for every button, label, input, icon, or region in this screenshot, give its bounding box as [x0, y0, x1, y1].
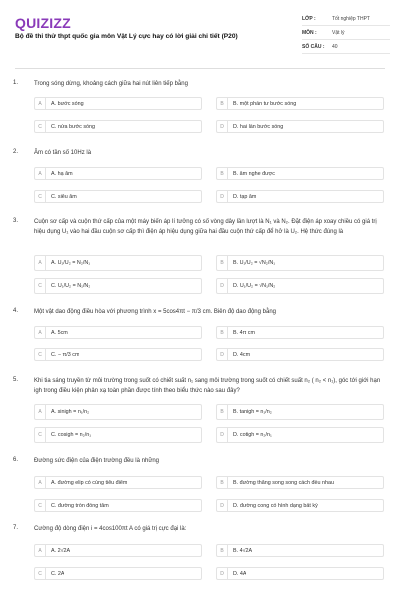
option-text: C. đường tròn đồng tâm [51, 502, 109, 509]
option-d[interactable] [216, 499, 384, 512]
option-text: B. âm nghe được [233, 170, 275, 177]
option-text: A. hạ âm [51, 170, 73, 177]
option-text: B. tanigh = n₁/n₂ [233, 409, 272, 415]
option-text: B. một phần tư bước sóng [233, 100, 297, 107]
option-letter: A [35, 168, 46, 179]
option-text: B. 4π cm [233, 329, 255, 336]
question-text: Khi tia sáng truyền từ môi trường trong suốt có chiết suất n₁ sang môi trường trong suốt có chiết suất n₂ ( n₂ < n₁), góc tới giới hạn igh trong điều kiện phản xạ toàn phần được tính theo biểu thức nào sau đây? [34, 378, 381, 394]
question-text: Âm có tần số 10Hz là [34, 150, 92, 156]
option-letter: C [35, 349, 46, 360]
option-letter: C [35, 279, 46, 293]
option-letter: D [217, 349, 228, 360]
option-text: D. cotigh = n₂/n₁ [233, 432, 272, 438]
option-c[interactable] [34, 190, 202, 203]
option-b[interactable] [216, 167, 384, 180]
meta-value: 40 [332, 43, 338, 50]
option-letter: B [217, 477, 228, 488]
option-d[interactable] [216, 567, 384, 580]
option-text: A. bước sóng [51, 100, 84, 107]
option-letter: C [35, 121, 46, 132]
question-number: 1. [13, 80, 19, 86]
question-number: 2. [13, 149, 19, 155]
meta-key: LỚP : [302, 15, 316, 22]
option-c[interactable] [34, 427, 202, 443]
option-a[interactable] [34, 544, 202, 557]
option-a[interactable] [34, 167, 202, 180]
option-b[interactable] [216, 544, 384, 557]
option-letter: A [35, 545, 46, 556]
question-number: 6. [13, 457, 19, 463]
option-text: B. 4√2A [233, 547, 253, 554]
option-text: C. nửa bước sóng [51, 123, 96, 130]
quizizz-logo: QUIZIZZ [15, 15, 71, 31]
option-text: D. 4cm [233, 351, 251, 358]
option-text: A. 5cm [51, 329, 68, 336]
option-d[interactable] [216, 190, 384, 203]
option-letter: B [217, 256, 228, 270]
option-a[interactable] [34, 326, 202, 339]
option-letter: C [35, 191, 46, 202]
option-text: A. đường elip có cùng tiêu điểm [51, 479, 128, 486]
option-b[interactable] [216, 404, 384, 420]
meta-value: Tốt nghiệp THPT [332, 15, 370, 22]
option-a[interactable] [34, 97, 202, 110]
option-c[interactable] [34, 567, 202, 580]
option-text: B. đường thẳng song song cách đều nhau [233, 479, 334, 486]
option-d[interactable] [216, 348, 384, 361]
option-letter: C [35, 428, 46, 442]
meta-table [302, 12, 390, 54]
option-text: A. sinigh = n₁/n₂ [51, 409, 90, 415]
option-letter: B [217, 168, 228, 179]
option-letter: C [35, 568, 46, 579]
option-a[interactable] [34, 404, 202, 420]
option-d[interactable] [216, 120, 384, 133]
option-letter: A [35, 98, 46, 109]
question-text: Cường độ dòng điện i = 4cos100πt A có giá trị cực đại là: [34, 526, 187, 532]
option-letter: D [217, 121, 228, 132]
option-letter: A [35, 405, 46, 419]
option-text: D. U₁/U₂ = √N₁/N₂ [233, 283, 276, 289]
question-text: Cuộn sơ cấp và cuộn thứ cấp của một máy biến áp lí tưởng có số vòng dây lần lượt là N₁ và N₂. Đặt điện áp xoay chiều có giá trị hiệu dụng U₁ vào hai đầu cuộn sơ cấp thì điện áp hiệu dụng giữa hai đầu cuộn thứ cấp để hở là U₂. Hệ thức đúng là [34, 219, 377, 235]
option-text: C. siêu âm [51, 193, 77, 200]
option-c[interactable] [34, 120, 202, 133]
option-text: C. 2A [51, 570, 65, 577]
option-text: D. hai lần bước sóng [233, 123, 284, 130]
option-text: D. 4A [233, 570, 247, 577]
option-a[interactable] [34, 476, 202, 489]
question-number: 3. [13, 218, 19, 224]
meta-row-count [302, 40, 390, 54]
option-text: C. − π/3 cm [51, 351, 80, 358]
option-letter: D [217, 500, 228, 511]
option-letter: B [217, 545, 228, 556]
question-number: 5. [13, 377, 19, 383]
option-c[interactable] [34, 278, 202, 294]
question-text: Một vật dao động điều hòa với phương trình x = 5cos4πt − π/3 cm. Biên độ dao động bằng [34, 309, 276, 315]
option-b[interactable] [216, 326, 384, 339]
option-letter: A [35, 327, 46, 338]
meta-value: Vật lý [332, 29, 345, 36]
option-b[interactable] [216, 476, 384, 489]
option-d[interactable] [216, 427, 384, 443]
option-text: C. cosigh = n₂/n₁ [51, 432, 92, 438]
option-c[interactable] [34, 499, 202, 512]
option-text: B. U₁/U₂ = √N₂/N₁ [233, 260, 276, 266]
option-letter: A [35, 477, 46, 488]
option-b[interactable] [216, 97, 384, 110]
option-letter: B [217, 98, 228, 109]
meta-key: SỐ CÂU : [302, 43, 325, 50]
option-letter: C [35, 500, 46, 511]
question-number: 4. [13, 308, 19, 314]
option-text: A. 2√2A [51, 547, 71, 554]
option-letter: D [217, 279, 228, 293]
page-title: Bộ đề thi thử thpt quốc gia môn Vật Lý cực hay có lời giải chi tiết (P20) [15, 33, 238, 40]
option-letter: A [35, 256, 46, 270]
option-letter: B [217, 327, 228, 338]
meta-row-subject [302, 26, 390, 40]
option-text: A. U₁/U₂ = N₂/N₁ [51, 260, 91, 266]
question-text: Trong sóng dừng, khoảng cách giữa hai nút liên tiếp bằng [34, 81, 188, 87]
header-divider [15, 68, 385, 69]
option-letter: D [217, 428, 228, 442]
option-text: C. U₁/U₂ = N₁/N₂ [51, 283, 91, 289]
option-b[interactable] [216, 255, 384, 271]
meta-row-class [302, 12, 390, 26]
question-text: Đường sức điện của điện trường đều là những [34, 458, 160, 464]
option-a[interactable] [34, 255, 202, 271]
meta-key: MÔN : [302, 29, 317, 36]
option-letter: B [217, 405, 228, 419]
option-text: D. tạp âm [233, 193, 257, 200]
option-text: D. đường cong có hình dạng bất kỳ [233, 502, 318, 509]
question-number: 7. [13, 525, 19, 531]
option-c[interactable] [34, 348, 202, 361]
option-letter: D [217, 191, 228, 202]
option-d[interactable] [216, 278, 384, 294]
option-letter: D [217, 568, 228, 579]
